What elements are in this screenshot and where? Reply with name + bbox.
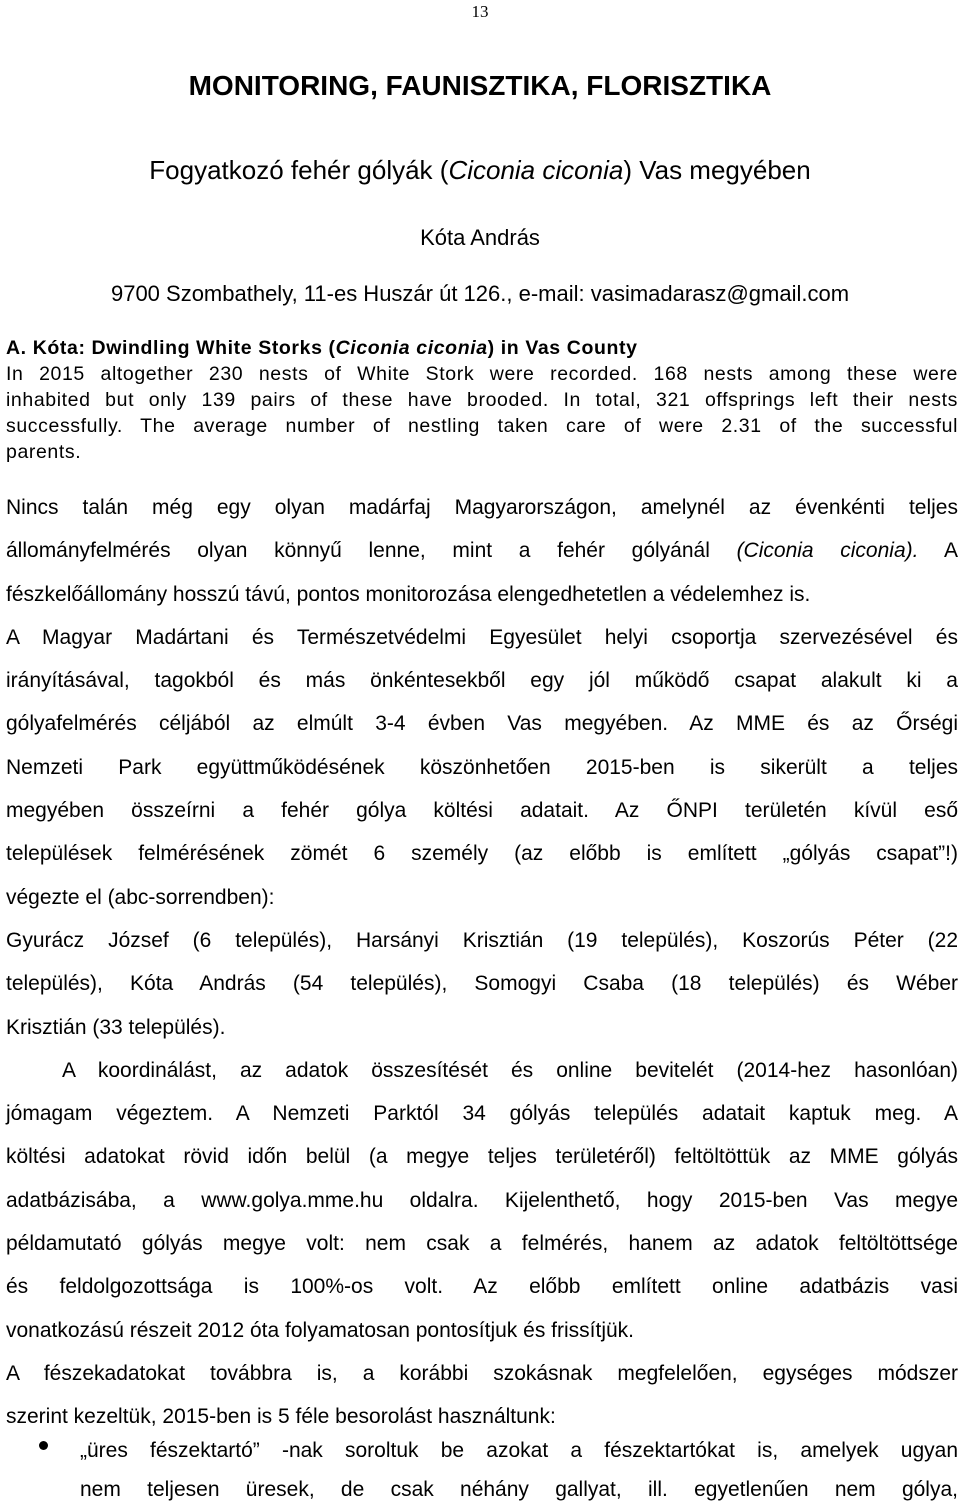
body-line: jómagam végeztem. A Nemzeti Parktól 34 gólyás település adatait kaptuk meg. A (6, 1102, 958, 1126)
article-body (6, 486, 958, 1439)
body-line-part: állományfelmérés olyan könnyű lenne, mint a fehér gólyánál (6, 539, 737, 563)
body-line: Nemzeti Park együttműködésének köszönhetően 2015-ben is sikerült a teljes (6, 755, 958, 779)
bullet-line: „üres fészektartó” -nak soroltuk be azokat a fészektartókat is, amelyek ugyan (80, 1439, 958, 1462)
abstract-line: In 2015 altogether 230 nests of White Stork were recorded. 168 nests among these were (6, 363, 958, 385)
abstract-title-species: Ciconia ciconia (335, 337, 488, 359)
abstract-title-part: ) in Vas County (487, 337, 638, 359)
body-line: fészkelőállomány hosszú távú, pontos monitorozása elengedhetetlen a védelemhez is. (6, 582, 811, 606)
section-title: MONITORING, FAUNISZTIKA, FLORISZTIKA (188, 70, 772, 101)
body-line: irányításával, tagokból és más önkéntesekből egy jól működő csapat alakult ki a (6, 669, 958, 693)
english-abstract (6, 335, 958, 465)
body-line: és feldolgozottsága is 100%-os volt. Az előbb említett online adatbázis vasi (6, 1275, 958, 1299)
author-address: 9700 Szombathely, 11-es Huszár út 126., e-mail: vasimadarasz@gmail.com (110, 281, 850, 306)
body-line (6, 529, 958, 572)
page-number: 13 (471, 2, 489, 21)
body-line: gólyafelmérés céljából az elmúlt 3-4 évben Vas megyében. Az MME és az Őrségi (6, 712, 958, 736)
body-line-part: A (918, 539, 958, 563)
body-line: Gyurácz József (6 település), Harsányi Krisztián (19 település), Koszorús Péter (22 (6, 928, 958, 952)
article-title-part: ) Vas megyében (623, 155, 811, 185)
bullet-item (80, 1431, 958, 1509)
body-line: példamutató gólyás megye volt: nem csak a felmérés, hanem az adatok feltöltöttsége (6, 1232, 958, 1256)
article-title-part: Fogyatkozó fehér gólyák ( (149, 155, 449, 185)
bullet-line: nem teljesen üresek, de csak néhány gallyat, ill. egyetlenűen nem gólya, (80, 1478, 958, 1501)
body-line: megyében összeírni a fehér gólya költési adatait. Az ŐNPI területén kívül eső (6, 799, 958, 823)
author-name: Kóta András (420, 225, 540, 250)
article-title (0, 155, 960, 186)
body-line: végezte el (abc-sorrendben): (6, 885, 275, 909)
body-line: Krisztián (33 település). (6, 1015, 226, 1039)
abstract-title-part: A. Kóta: Dwindling White Storks ( (6, 337, 336, 359)
body-line: szerint kezeltük, 2015-ben is 5 féle besorolást használtunk: (6, 1405, 556, 1429)
body-line: vonatkozású részeit 2012 óta folyamatosan pontosítjuk és frissítjük. (6, 1318, 635, 1342)
body-line: települések felmérésének zömét 6 személy (az előbb is említett „gólyás csapat”!) (6, 842, 958, 866)
bullet-dot-icon (39, 1441, 48, 1450)
body-line: A koordinálást, az adatok összesítését és online bevitelét (2014-hez hasonlóan) (62, 1058, 958, 1082)
species-name: (Ciconia ciconia). (736, 539, 919, 563)
body-line: költési adatokat rövid időn belül (a megye teljes területéről) feltöltöttük az MME gólyás (6, 1145, 958, 1169)
body-line: Nincs talán még egy olyan madárfaj Magyarországon, amelynél az évenkénti teljes (6, 496, 958, 519)
abstract-line: parents. (6, 441, 82, 463)
body-line: település), Kóta András (54 település), Somogyi Csaba (18 település) és Wéber (6, 972, 958, 996)
article-title-species: Ciconia ciconia (448, 155, 624, 185)
body-line: adatbázisába, a www.golya.mme.hu oldalra. Kijelenthető, hogy 2015-ben Vas megye (6, 1188, 958, 1212)
abstract-line: inhabited but only 139 pairs of these have brooded. In total, 321 offsprings left their nests (6, 389, 958, 411)
abstract-line: successfully. The average number of nestling taken care of were 2.31 of the successful (6, 415, 958, 437)
body-line: A fészekadatokat továbbra is, a korábbi szokásnak megfelelően, egységes módszer (6, 1361, 958, 1385)
body-line: A Magyar Madártani és Természetvédelmi Egyesület helyi csoportja szervezésével és (6, 625, 958, 649)
abstract-title (6, 335, 958, 361)
